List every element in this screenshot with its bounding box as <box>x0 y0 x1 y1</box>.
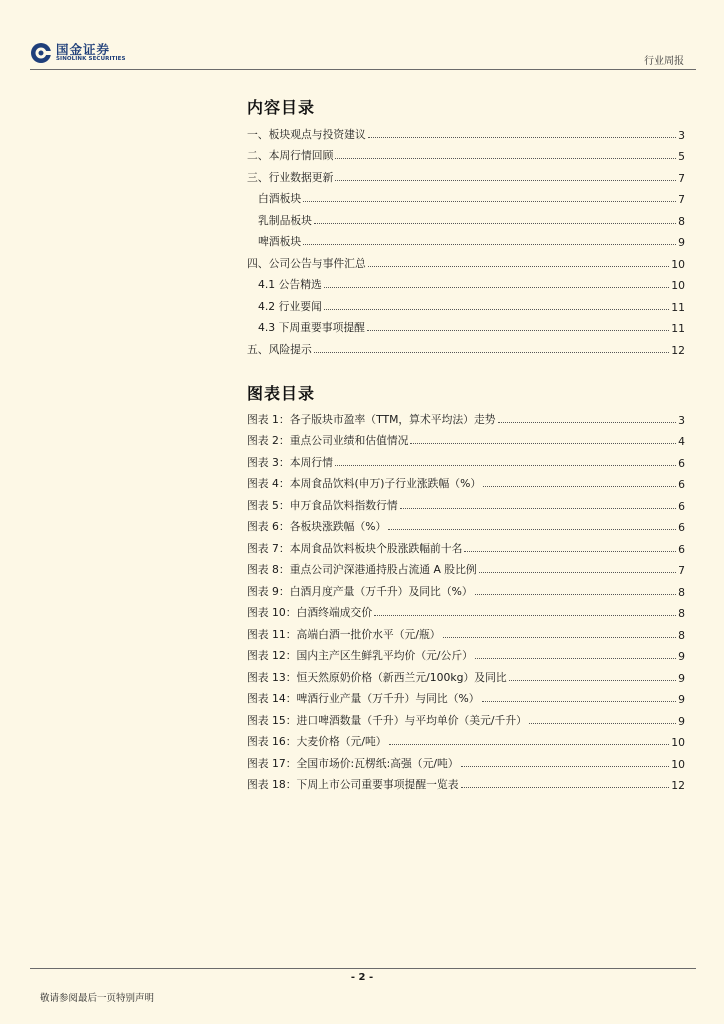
figures-entry-page: 6 <box>678 456 685 470</box>
contents-entry-page: 9 <box>678 236 685 249</box>
contents-list <box>247 120 685 357</box>
contents-entry[interactable] <box>247 228 685 250</box>
contents-entry-page: 11 <box>671 322 685 335</box>
dot-leader <box>479 572 676 573</box>
dot-leader <box>335 180 676 181</box>
figures-entry-page: 10 <box>671 736 685 749</box>
dot-leader <box>303 244 676 245</box>
figures-entry-label: 图表 12：国内主产区生鲜乳平均价（元/公斤） <box>247 649 473 662</box>
figures-entry-page: 12 <box>671 779 685 792</box>
contents-entry-label: 白酒板块 <box>258 192 302 205</box>
figures-entry[interactable] <box>247 685 685 707</box>
contents-entry-page: 8 <box>678 214 685 228</box>
dot-leader <box>464 551 676 552</box>
figures-entry-label: 图表 7：本周食品饮料板块个股涨跌幅前十名 <box>247 541 463 555</box>
figures-entry[interactable] <box>247 513 685 535</box>
dot-leader <box>475 658 676 659</box>
figures-entry-page: 3 <box>678 413 685 427</box>
dot-leader <box>509 680 676 681</box>
figures-entry[interactable] <box>247 491 685 513</box>
contents-entry[interactable] <box>247 185 685 207</box>
report-type-label: 行业周报 <box>644 56 684 67</box>
figures-entry-label: 图表 14：啤酒行业产量（万千升）与同比（%） <box>247 692 480 705</box>
figures-list <box>247 405 685 792</box>
dot-leader <box>374 615 676 616</box>
contents-entry-label: 4.3 下周重要事项提醒 <box>258 321 365 334</box>
dot-leader <box>335 158 676 159</box>
figures-entry-label: 图表 10：白酒终端成交价 <box>247 606 373 619</box>
figures-entry-label: 图表 2：重点公司业绩和估值情况 <box>247 434 409 447</box>
dot-leader <box>498 422 677 423</box>
figures-entry-page: 9 <box>678 693 685 706</box>
figures-entry[interactable] <box>247 749 685 771</box>
figures-entry[interactable] <box>247 470 685 492</box>
dot-leader <box>475 594 676 595</box>
figures-entry-page: 9 <box>678 671 685 685</box>
contents-entry[interactable] <box>247 314 685 336</box>
figures-entry-label: 图表 15：进口啤酒数量（千升）与平均单价（美元/千升） <box>247 713 527 727</box>
contents-entry-page: 5 <box>678 150 685 163</box>
figures-entry-page: 7 <box>678 564 685 577</box>
figures-entry-label: 图表 6：各板块涨跌幅（%） <box>247 520 387 533</box>
contents-entry-page: 10 <box>671 257 685 271</box>
figures-entry-page: 6 <box>678 499 685 513</box>
figures-entry-label: 图表 16：大麦价格（元/吨） <box>247 735 387 748</box>
figures-entry-label: 图表 17：全国市场价:瓦楞纸:高强（元/吨） <box>247 756 459 770</box>
dot-leader <box>389 744 670 745</box>
dot-leader <box>335 465 676 466</box>
contents-entry[interactable] <box>247 249 685 271</box>
figures-entry[interactable] <box>247 448 685 470</box>
contents-entry[interactable] <box>247 206 685 228</box>
figures-entry-page: 4 <box>678 435 685 448</box>
contents-entry-label: 二、本周行情回顾 <box>247 149 334 162</box>
company-logo <box>30 42 126 64</box>
page-header <box>0 0 724 72</box>
figures-entry-page: 9 <box>678 714 685 728</box>
figures-entry-page: 8 <box>678 585 685 599</box>
figures-entry[interactable] <box>247 642 685 664</box>
figures-entry[interactable] <box>247 427 685 449</box>
figures-entry-page: 8 <box>678 628 685 642</box>
disclaimer-text: 敬请参阅最后一页特别声明 <box>40 993 155 1004</box>
figures-entry-page: 8 <box>678 607 685 620</box>
contents-entry-label: 五、风险提示 <box>247 342 312 356</box>
dot-leader <box>483 486 676 487</box>
contents-entry[interactable] <box>247 271 685 293</box>
dot-leader <box>324 309 669 310</box>
dot-leader <box>482 701 677 702</box>
figures-entry-label: 图表 5：申万食品饮料指数行情 <box>247 498 398 512</box>
contents-entry-page: 7 <box>678 171 685 185</box>
contents-entry[interactable] <box>247 292 685 314</box>
figures-entry-label: 图表 11：高端白酒一批价水平（元/瓶） <box>247 627 441 641</box>
dot-leader <box>443 637 677 638</box>
contents-entry-label: 四、公司公告与事件汇总 <box>247 256 366 270</box>
contents-entry-label: 4.1 公告精选 <box>258 278 322 291</box>
figures-entry[interactable] <box>247 405 685 427</box>
figures-entry[interactable] <box>247 706 685 728</box>
figures-entry-page: 6 <box>678 542 685 556</box>
figures-entry[interactable] <box>247 620 685 642</box>
figures-entry[interactable] <box>247 771 685 793</box>
contents-entry-label: 三、行业数据更新 <box>247 170 334 184</box>
contents-entry-page: 7 <box>678 193 685 206</box>
figures-entry-label: 图表 18：下周上市公司重要事项提醒一览表 <box>247 778 459 791</box>
dot-leader <box>529 723 676 724</box>
logo-chinese-name: 国金证券 <box>56 42 111 57</box>
dot-leader <box>368 137 676 138</box>
dot-leader <box>324 287 669 288</box>
figures-entry-label: 图表 13：恒天然原奶价格（新西兰元/100kg）及同比 <box>247 670 507 684</box>
figures-entry-page: 6 <box>678 478 685 491</box>
dot-leader <box>388 529 676 530</box>
dot-leader <box>367 330 669 331</box>
logo-english-name: SINOLINK SECURITIES <box>56 56 126 62</box>
contents-entry-label: 啤酒板块 <box>258 235 302 248</box>
dot-leader <box>400 508 676 509</box>
dot-leader <box>461 787 670 788</box>
dot-leader <box>410 443 676 444</box>
contents-entry[interactable] <box>247 335 685 357</box>
figures-entry-label: 图表 3：本周行情 <box>247 455 333 469</box>
figures-entry[interactable] <box>247 556 685 578</box>
contents-entry-page: 10 <box>671 279 685 292</box>
figures-entry-page: 10 <box>671 757 685 771</box>
header-divider <box>30 69 696 70</box>
contents-title: 内容目录 <box>247 98 316 117</box>
contents-entry-page: 11 <box>671 300 685 314</box>
page-number: - 2 - <box>350 972 374 983</box>
dot-leader <box>461 766 670 767</box>
figures-entry[interactable] <box>247 728 685 750</box>
figures-entry[interactable] <box>247 534 685 556</box>
contents-entry[interactable] <box>247 142 685 164</box>
figures-entry-label: 图表 1：各子版块市盈率（TTM，算术平均法）走势 <box>247 412 496 426</box>
dot-leader <box>303 201 676 202</box>
contents-entry-label: 一、板块观点与投资建议 <box>247 127 366 141</box>
contents-entry-page: 12 <box>671 343 685 357</box>
contents-entry-label: 4.2 行业要闻 <box>258 299 322 313</box>
figures-entry[interactable] <box>247 577 685 599</box>
figures-entry-label: 图表 8：重点公司沪深港通持股占流通 A 股比例 <box>247 563 477 576</box>
dot-leader <box>314 223 676 224</box>
contents-entry[interactable] <box>247 163 685 185</box>
figures-entry[interactable] <box>247 663 685 685</box>
figures-entry-label: 图表 9：白酒月度产量（万千升）及同比（%） <box>247 584 473 598</box>
contents-entry-label: 乳制品板块 <box>258 213 312 227</box>
figures-entry-page: 9 <box>678 650 685 663</box>
footer-divider <box>30 968 696 969</box>
contents-entry-page: 3 <box>678 128 685 142</box>
dot-leader <box>368 266 669 267</box>
figures-title: 图表目录 <box>247 384 316 403</box>
dot-leader <box>314 352 669 353</box>
figures-entry-page: 6 <box>678 521 685 534</box>
figures-entry[interactable] <box>247 599 685 621</box>
logo-mark-icon <box>30 42 52 64</box>
figures-entry-label: 图表 4：本周食品饮料(申万)子行业涨跌幅（%） <box>247 477 482 490</box>
contents-entry[interactable] <box>247 120 685 142</box>
